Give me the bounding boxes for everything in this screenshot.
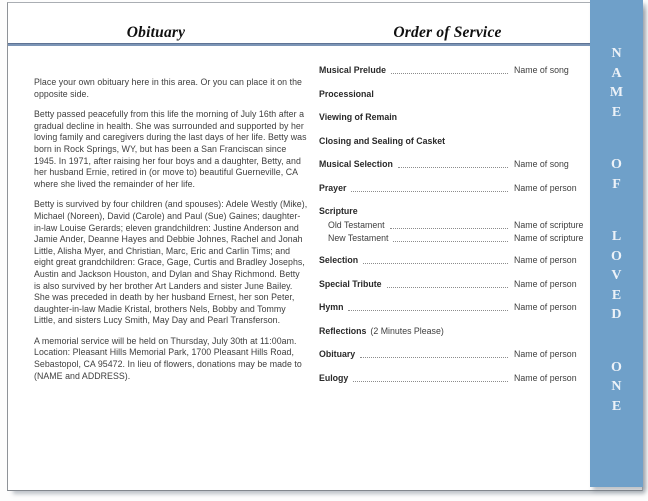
service-item-label: Viewing of Remain [319, 112, 398, 122]
service-list [319, 65, 584, 396]
obituary-paragraph: Betty is survived by four children (and spouses): Adele Westly (Mike), Michael (Noreen), David (Carole) and Paul (Sue) Gaines; daughter-in-law Louise Gerards; eleven grandchildren: Justine Anderson and Jamie Ander, Deanne Hayes and Debbie Johnes, Rachel and Jonah Little, Alisha Myer, and Christian, Marc, Eric and Carlin Tims; and eight great grandchildren: Grace, Gage, Curtis and Bradley Josephs, Austin and Jackson Houston, and Dylan and Shay Richmond. Betty is also survived by her brother Art Landers and sister June Bailey. She was preceded in death by her husband Ernest, her son Peter, daughter-in-law Madie Kristal, brothers Nels, Bobby and Tommy Little, and sisters Lucy Smith, May Day and Pearl Transferson. [34, 199, 308, 326]
dotted-leader [360, 357, 508, 358]
service-row [319, 279, 584, 290]
service-item-label: Musical Selection [319, 159, 393, 169]
service-item-label: Obituary [319, 349, 356, 359]
service-item-label: Closing and Sealing of Casket [319, 135, 446, 146]
service-item-label: Hymn [319, 302, 344, 312]
dotted-leader [390, 228, 508, 229]
page-title-obituary: Obituary [126, 24, 186, 41]
service-item-label: Scripture [319, 206, 358, 216]
service-row [319, 159, 584, 170]
header-divider [8, 43, 591, 46]
spine-letter: L [611, 229, 622, 244]
service-row [319, 183, 584, 194]
service-row [319, 233, 584, 244]
page-header [8, 24, 591, 42]
service-item-value: Name of person [514, 372, 577, 383]
spine-letter: V [611, 268, 622, 283]
service-row [319, 136, 584, 147]
service-item-value: Name of person [514, 302, 577, 312]
service-item-note: (2 Minutes Please) [370, 325, 444, 336]
service-item-label: New Testament [328, 232, 389, 243]
spine-letter: O [611, 359, 622, 375]
service-item-label: Prayer [319, 182, 347, 193]
page-title-order-of-service: Order of Service [393, 24, 502, 41]
spine-letter: E [611, 287, 622, 303]
spine-word [610, 44, 623, 122]
service-row [319, 206, 584, 217]
dotted-leader [398, 167, 508, 168]
service-item-value: Name of song [514, 65, 569, 75]
service-item-label: Special Tribute [319, 278, 382, 289]
service-item-value: Name of person [514, 182, 577, 193]
service-item-label: Reflections [319, 325, 367, 336]
spine-letter: O [611, 248, 622, 264]
obituary-text [34, 77, 308, 391]
service-row [319, 65, 584, 76]
service-item-value: Name of scripture [514, 219, 584, 230]
spine-banner [590, 0, 643, 487]
spine-word [611, 358, 622, 417]
program-page [7, 2, 643, 491]
service-item-label: Old Testament [328, 219, 385, 230]
service-item-value: Name of person [514, 255, 577, 265]
spine-letter: D [611, 307, 622, 322]
dotted-leader [393, 241, 508, 242]
service-row [319, 373, 584, 384]
service-row [319, 220, 584, 231]
service-item-label: Processional [319, 88, 374, 99]
service-item-value: Name of scripture [514, 232, 584, 243]
spine-letter: F [612, 176, 621, 192]
spine-letter: O [611, 157, 622, 172]
service-item-label: Selection [319, 255, 359, 265]
obituary-paragraph: Betty passed peacefully from this life the morning of July 16th after a gradual decline in health. She was surrounded and supported by her loving family and caregivers during the last days of her life. Betty was born in Rock Springs, WY, but has been a San Franciscan since 1945. In 1971, after raising her four boys and a daughter, Betty, and her husband Ernie, retired in (or move to) beautiful Guerneville, CA where she lived the remainder of her life. [34, 109, 307, 189]
service-row [319, 89, 584, 100]
dotted-leader [351, 191, 508, 192]
spine-letter: M [609, 85, 624, 100]
spine-word [611, 227, 622, 325]
spine-letter: E [611, 398, 622, 414]
service-row [319, 302, 584, 313]
spine-letter: A [611, 65, 622, 81]
spine-letter: N [611, 46, 622, 61]
service-item-label: Musical Prelude [319, 65, 386, 75]
dotted-leader [387, 287, 508, 288]
service-item-value: Name of song [514, 159, 569, 169]
dotted-leader [391, 73, 508, 74]
dotted-leader [348, 310, 508, 311]
dotted-leader [353, 381, 508, 382]
dotted-leader [363, 263, 508, 264]
obituary-paragraph: A memorial service will be held on Thursday, July 30th at 11:00am. Location: Pleasant Hills Memorial Park, 1700 Pleasant Hills Road, Sebastopol, CA 95472. In lieu of flowers, donations may be made to (NAME and ADDRESS). [34, 335, 302, 381]
service-item-value: Name of person [514, 278, 577, 289]
spine-word [611, 155, 622, 194]
spine-letter: N [611, 379, 622, 394]
service-item-value: Name of person [514, 349, 577, 359]
spine-letter: E [611, 104, 622, 120]
obituary-paragraph: Place your own obituary here in this area. Or you can place it on the opposite side. [34, 77, 302, 99]
service-row [319, 349, 584, 360]
service-row [319, 326, 584, 337]
service-row [319, 255, 584, 266]
service-item-label: Eulogy [319, 372, 349, 383]
service-row [319, 112, 584, 123]
